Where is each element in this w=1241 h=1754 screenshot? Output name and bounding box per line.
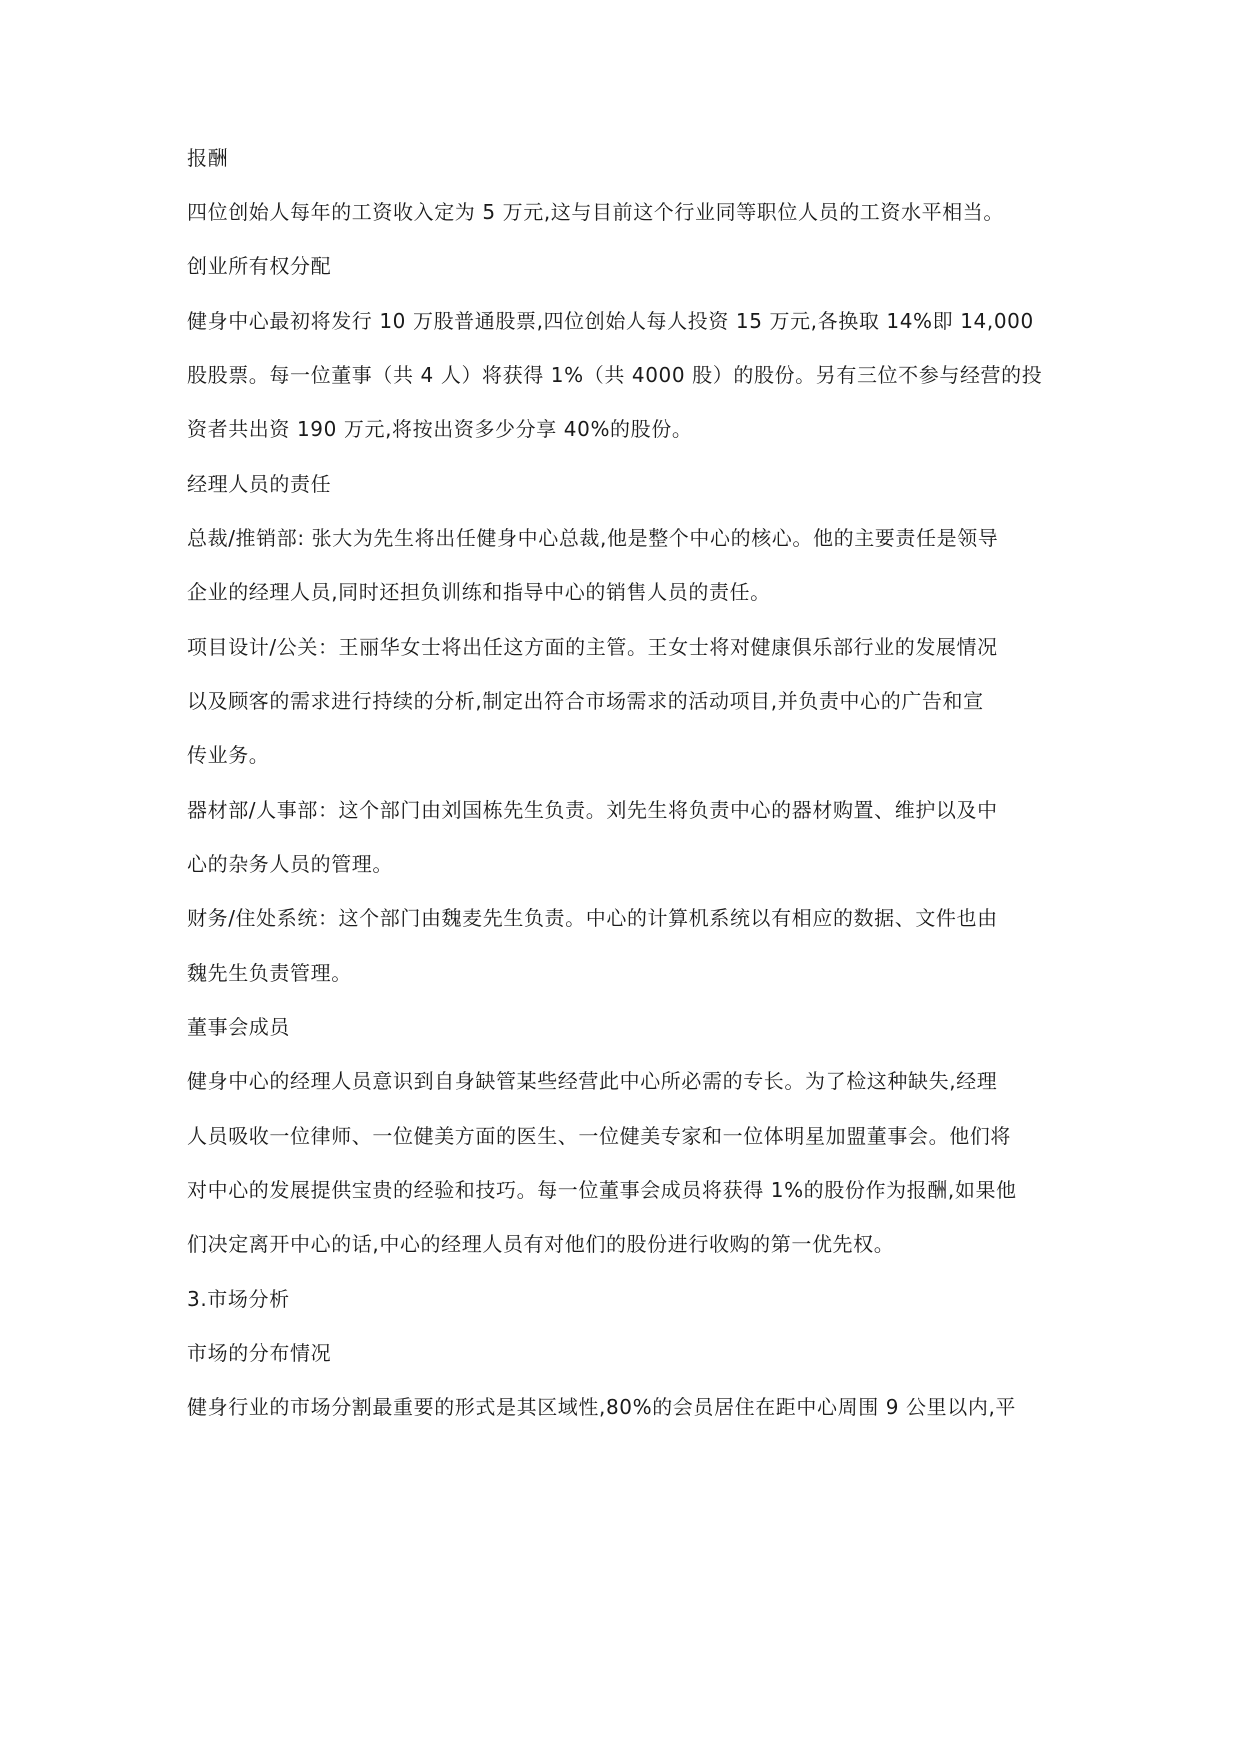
text-line: 项目设计/公关：王丽华女士将出任这方面的主管。王女士将对健康俱乐部行业的发展情况 — [187, 635, 998, 659]
text-line: 健身中心最初将发行 10 万股普通股票,四位创始人每人投资 15 万元,各换取 14%即 14,000 — [187, 309, 1034, 333]
heading-market-distribution: 市场的分布情况 — [187, 1341, 332, 1365]
text-line: 股股票。每一位董事（共 4 人）将获得 1%（共 4000 股）的股份。另有三位不参与经营的投 — [187, 363, 1043, 387]
text-line: 健身行业的市场分割最重要的形式是其区域性,80%的会员居住在距中心周围 9 公里以内,平 — [187, 1395, 1017, 1419]
text-line: 企业的经理人员,同时还担负训练和指导中心的销售人员的责任。 — [187, 580, 771, 604]
heading-board-members: 董事会成员 — [187, 1015, 290, 1039]
text-line: 对中心的发展提供宝贵的经验和技巧。每一位董事会成员将获得 1%的股份作为报酬,如果他 — [187, 1178, 1017, 1202]
text-line: 们决定离开中心的话,中心的经理人员有对他们的股份进行收购的第一优先权。 — [187, 1232, 895, 1256]
text-line: 总裁/推销部: 张大为先生将出任健身中心总裁,他是整个中心的核心。他的主要责任是领导 — [187, 526, 999, 550]
heading-remuneration: 报酬 — [187, 146, 229, 170]
text-line: 健身中心的经理人员意识到自身缺管某些经营此中心所必需的专长。为了检这种缺失,经理 — [187, 1069, 998, 1093]
text-line: 四位创始人每年的工资收入定为 5 万元,这与目前这个行业同等职位人员的工资水平相当。 — [187, 200, 1004, 224]
heading-manager-duties: 经理人员的责任 — [187, 472, 332, 496]
text-line: 传业务。 — [187, 743, 270, 767]
heading-ownership: 创业所有权分配 — [187, 254, 332, 278]
text-line: 器材部/人事部：这个部门由刘国栋先生负责。刘先生将负责中心的器材购置、维护以及中 — [187, 798, 998, 822]
text-line: 心的杂务人员的管理。 — [187, 852, 393, 876]
text-line: 资者共出资 190 万元,将按出资多少分享 40%的股份。 — [187, 417, 693, 441]
text-line: 财务/住处系统：这个部门由魏麦先生负责。中心的计算机系统以有相应的数据、文件也由 — [187, 906, 998, 930]
text-line: 以及顾客的需求进行持续的分析,制定出符合市场需求的活动项目,并负责中心的广告和宣 — [187, 689, 984, 713]
text-line: 人员吸收一位律师、一位健美方面的医生、一位健美专家和一位体明星加盟董事会。他们将 — [187, 1124, 1011, 1148]
heading-market-analysis: 3.市场分析 — [187, 1287, 290, 1311]
text-line: 魏先生负责管理。 — [187, 961, 352, 985]
